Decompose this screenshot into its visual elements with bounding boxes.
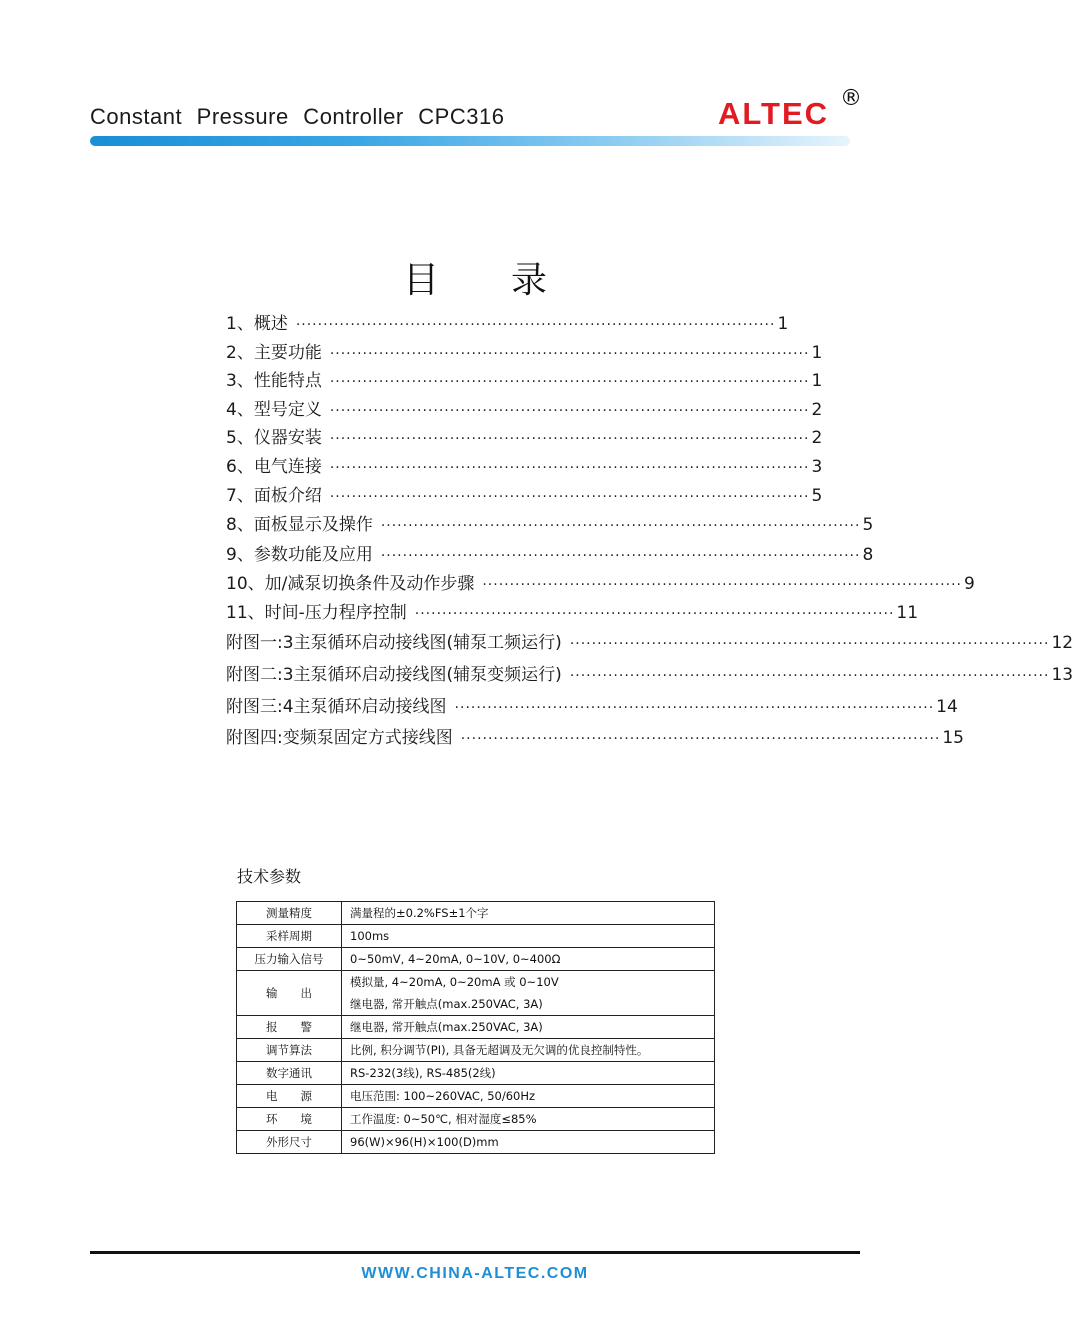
toc-entry-page: 3	[811, 457, 823, 477]
toc-leader-dots: ························································································	[329, 431, 810, 447]
toc-entry-page: 13	[1051, 665, 1073, 685]
toc-entry-label: 1、概述	[226, 314, 288, 334]
toc-leader-dots: ························································································	[329, 460, 810, 476]
toc-entry-page: 1	[811, 343, 823, 363]
spec-key: 外形尺寸	[237, 1131, 342, 1154]
spec-key: 采样周期	[237, 925, 342, 948]
toc-entry-label: 附图二:3主泵循环启动接线图(辅泵变频运行)	[226, 665, 562, 685]
table-row	[237, 1039, 715, 1062]
toc-entry[interactable]	[226, 540, 874, 565]
toc-entry[interactable]	[226, 569, 975, 594]
toc-entry-page: 2	[811, 428, 823, 448]
toc-entry-page: 11	[896, 603, 919, 623]
toc-entry[interactable]	[226, 628, 1073, 653]
toc-entry-page: 5	[811, 486, 823, 506]
spec-key: 数字通讯	[237, 1062, 342, 1085]
table-row	[237, 948, 715, 971]
spec-value: 0~50mV, 4~20mA, 0~10V, 0~400Ω	[342, 948, 715, 971]
toc-entry-label: 2、主要功能	[226, 343, 322, 363]
toc-entry[interactable]	[226, 423, 823, 448]
toc-entry[interactable]	[226, 309, 789, 334]
toc-entry-label: 4、型号定义	[226, 400, 322, 420]
website-link[interactable]: WWW.CHINA-ALTEC.COM	[361, 1265, 589, 1282]
toc-leader-dots: ························································································	[414, 606, 895, 622]
registered-mark: ®	[840, 86, 862, 111]
toc-leader-dots: ························································································	[569, 636, 1050, 652]
toc-leader-dots: ························································································	[329, 403, 810, 419]
toc-entry-label: 7、面板介绍	[226, 486, 322, 506]
spec-value: 继电器, 常开触点(max.250VAC, 3A)	[342, 1016, 715, 1039]
document-title: Constant Pressure Controller CPC316	[90, 104, 505, 129]
toc-entry-page: 14	[936, 697, 958, 717]
toc-entry-label: 8、面板显示及操作	[226, 515, 373, 535]
spec-key: 压力输入信号	[237, 948, 342, 971]
table-row	[237, 1016, 715, 1039]
toc-entry-label: 6、电气连接	[226, 457, 322, 477]
toc-entry-page: 12	[1051, 633, 1073, 653]
toc-entry[interactable]	[226, 660, 1073, 685]
spec-value: 电压范围: 100~260VAC, 50/60Hz	[342, 1085, 715, 1108]
toc-title: 目录	[402, 260, 619, 301]
toc-leader-dots: ························································································	[460, 731, 941, 747]
toc-leader-dots: ························································································	[329, 489, 810, 505]
toc-entry-page: 1	[811, 371, 823, 391]
toc-entry[interactable]	[226, 723, 964, 748]
toc-entry-label: 5、仪器安装	[226, 428, 322, 448]
spec-value: RS-232(3线), RS-485(2线)	[342, 1062, 715, 1085]
toc-entry[interactable]	[226, 338, 823, 363]
table-row	[237, 1062, 715, 1085]
spec-value: 工作温度: 0~50℃, 相对湿度≤85%	[342, 1108, 715, 1131]
toc-entry-label: 附图三:4主泵循环启动接线图	[226, 697, 447, 717]
table-row	[237, 1108, 715, 1131]
toc-leader-dots: ························································································	[569, 668, 1050, 684]
spec-value: 满量程的±0.2%FS±1个字	[342, 902, 715, 925]
spec-value: 比例, 积分调节(PI), 具备无超调及无欠调的优良控制特性。	[342, 1039, 715, 1062]
toc-leader-dots: ························································································	[295, 317, 776, 333]
spec-value: 100ms	[342, 925, 715, 948]
spec-value-line: 继电器, 常开触点(max.250VAC, 3A)	[350, 997, 543, 1011]
spec-heading: 技术参数	[237, 867, 302, 886]
spec-key: 输 出	[237, 971, 342, 1016]
toc-entry[interactable]	[226, 366, 823, 391]
toc-entry-page: 5	[862, 515, 874, 535]
table-row	[237, 902, 715, 925]
spec-key: 电 源	[237, 1085, 342, 1108]
spec-table	[236, 901, 715, 1154]
toc-leader-dots: ························································································	[329, 346, 810, 362]
toc-entry-label: 11、时间-压力程序控制	[226, 603, 407, 623]
spec-value: 96(W)×96(H)×100(D)mm	[342, 1131, 715, 1154]
toc-entry[interactable]	[226, 692, 958, 717]
spec-value	[342, 971, 715, 1016]
toc-entry-label: 10、加/减泵切换条件及动作步骤	[226, 574, 475, 594]
toc-leader-dots: ························································································	[380, 518, 861, 534]
header-gradient-bar	[90, 136, 850, 146]
toc-entry[interactable]	[226, 510, 874, 535]
toc-entry-page: 2	[811, 400, 823, 420]
toc-entry[interactable]	[226, 395, 823, 420]
toc-entry[interactable]	[226, 452, 823, 477]
spec-key: 测量精度	[237, 902, 342, 925]
toc-entry-label: 附图四:变频泵固定方式接线图	[226, 728, 453, 748]
toc-entry-page: 9	[963, 574, 975, 594]
toc-entry-page: 8	[862, 545, 874, 565]
toc-leader-dots: ························································································	[482, 577, 962, 593]
spec-key: 调节算法	[237, 1039, 342, 1062]
toc-entry[interactable]	[226, 598, 919, 623]
table-row	[237, 1085, 715, 1108]
spec-value-line: 模拟量, 4~20mA, 0~20mA 或 0~10V	[350, 975, 559, 989]
toc-entry[interactable]	[226, 481, 823, 506]
table-row	[237, 971, 715, 1016]
toc-entry-label: 附图一:3主泵循环启动接线图(辅泵工频运行)	[226, 633, 562, 653]
spec-key: 环 境	[237, 1108, 342, 1131]
table-row	[237, 925, 715, 948]
toc-entry-page: 15	[942, 728, 964, 748]
table-row	[237, 1131, 715, 1154]
toc-entry-page: 1	[777, 314, 789, 334]
toc-leader-dots: ························································································	[329, 374, 810, 390]
toc-entry-label: 3、性能特点	[226, 371, 322, 391]
toc-entry-label: 9、参数功能及应用	[226, 545, 373, 565]
brand-logo: ALTEC	[718, 96, 830, 131]
toc-leader-dots: ························································································	[380, 548, 861, 564]
toc-leader-dots: ························································································	[454, 700, 935, 716]
spec-key: 报 警	[237, 1016, 342, 1039]
footer-rule	[90, 1251, 860, 1254]
